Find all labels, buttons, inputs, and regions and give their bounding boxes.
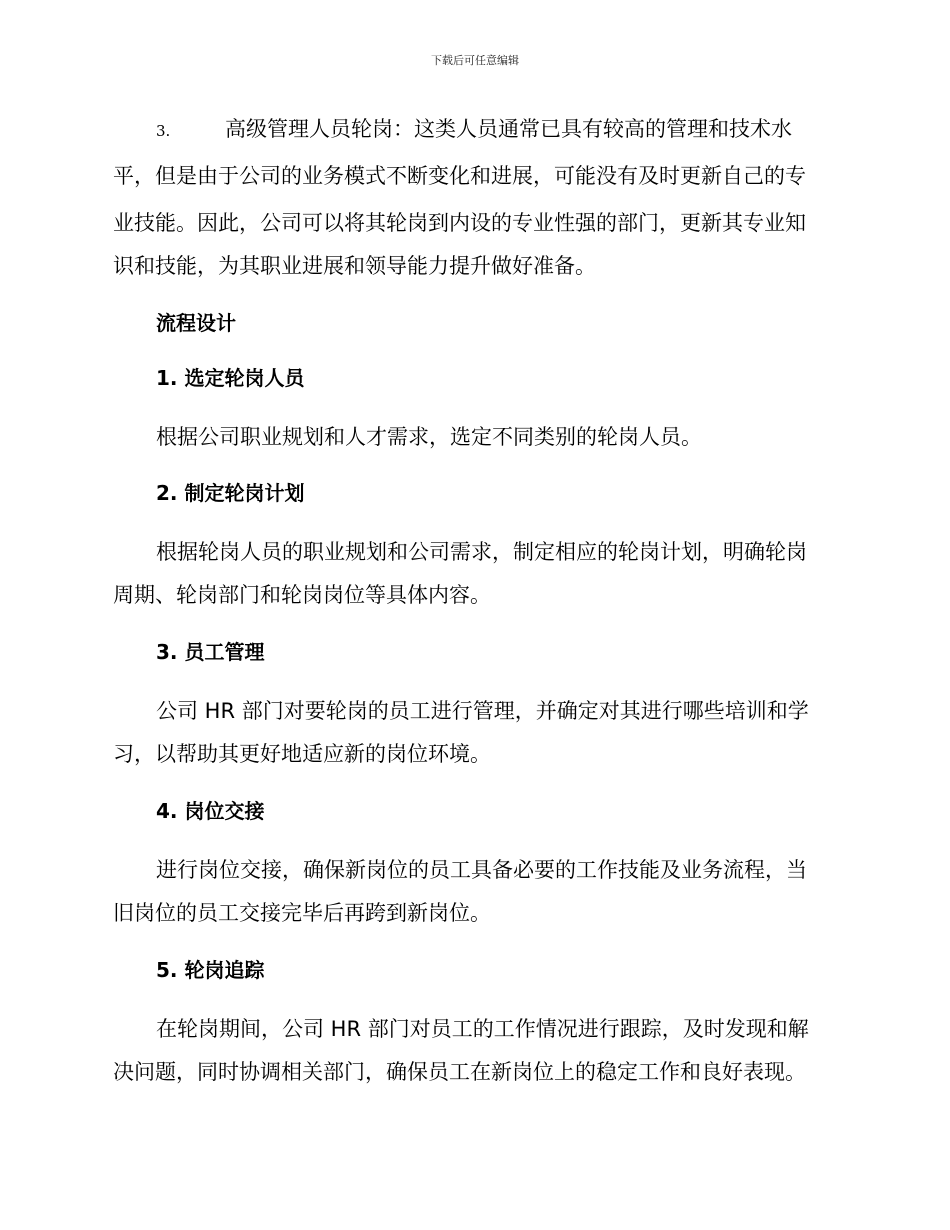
step-4-line-2: 旧岗位的员工交接完毕后再跨到新岗位。 xyxy=(113,901,491,925)
intro-number: 3. xyxy=(156,122,171,140)
step-2-line-2: 周期、轮岗部门和轮岗岗位等具体内容。 xyxy=(113,583,491,607)
step-1-heading: 1. 选定轮岗人员 xyxy=(156,366,305,390)
intro-line-2: 平，但是由于公司的业务模式不断变化和进展，可能没有及时更新自己的专 xyxy=(113,164,806,188)
intro-line-4: 识和技能，为其职业进展和领导能力提升做好准备。 xyxy=(113,254,596,278)
step-2-heading: 2. 制定轮岗计划 xyxy=(156,481,305,505)
step-5-line-1: 在轮岗期间，公司 HR 部门对员工的工作情况进行跟踪，及时发现和解 xyxy=(156,1017,809,1041)
intro-line-1 xyxy=(113,106,833,155)
step-3-heading: 3. 员工管理 xyxy=(156,640,265,664)
step-2-line-1: 根据轮岗人员的职业规划和公司需求，制定相应的轮岗计划，明确轮岗 xyxy=(156,540,807,564)
step-4-heading: 4. 岗位交接 xyxy=(156,799,265,823)
step-4-line-1: 进行岗位交接，确保新岗位的员工具备必要的工作技能及业务流程，当 xyxy=(156,858,807,882)
step-5-heading: 5. 轮岗追踪 xyxy=(156,958,265,982)
step-5-line-2: 决问题，同时协调相关部门，确保员工在新岗位上的稳定工作和良好表现。 xyxy=(113,1060,806,1084)
intro-line-3: 业技能。因此，公司可以将其轮岗到内设的专业性强的部门，更新其专业知 xyxy=(113,211,806,235)
step-3-line-1: 公司 HR 部门对要轮岗的员工进行管理，并确定对其进行哪些培训和学 xyxy=(156,699,809,723)
step-3-line-2: 习，以帮助其更好地适应新的岗位环境。 xyxy=(113,742,491,766)
page-header: 下载后可任意编辑 xyxy=(431,54,519,67)
step-1-line-1: 根据公司职业规划和人才需求，选定不同类别的轮岗人员。 xyxy=(156,425,702,449)
intro-text-1: 高级管理人员轮岗：这类人员通常已具有较高的管理和技术水 xyxy=(225,117,792,141)
section-title: 流程设计 xyxy=(156,311,236,335)
